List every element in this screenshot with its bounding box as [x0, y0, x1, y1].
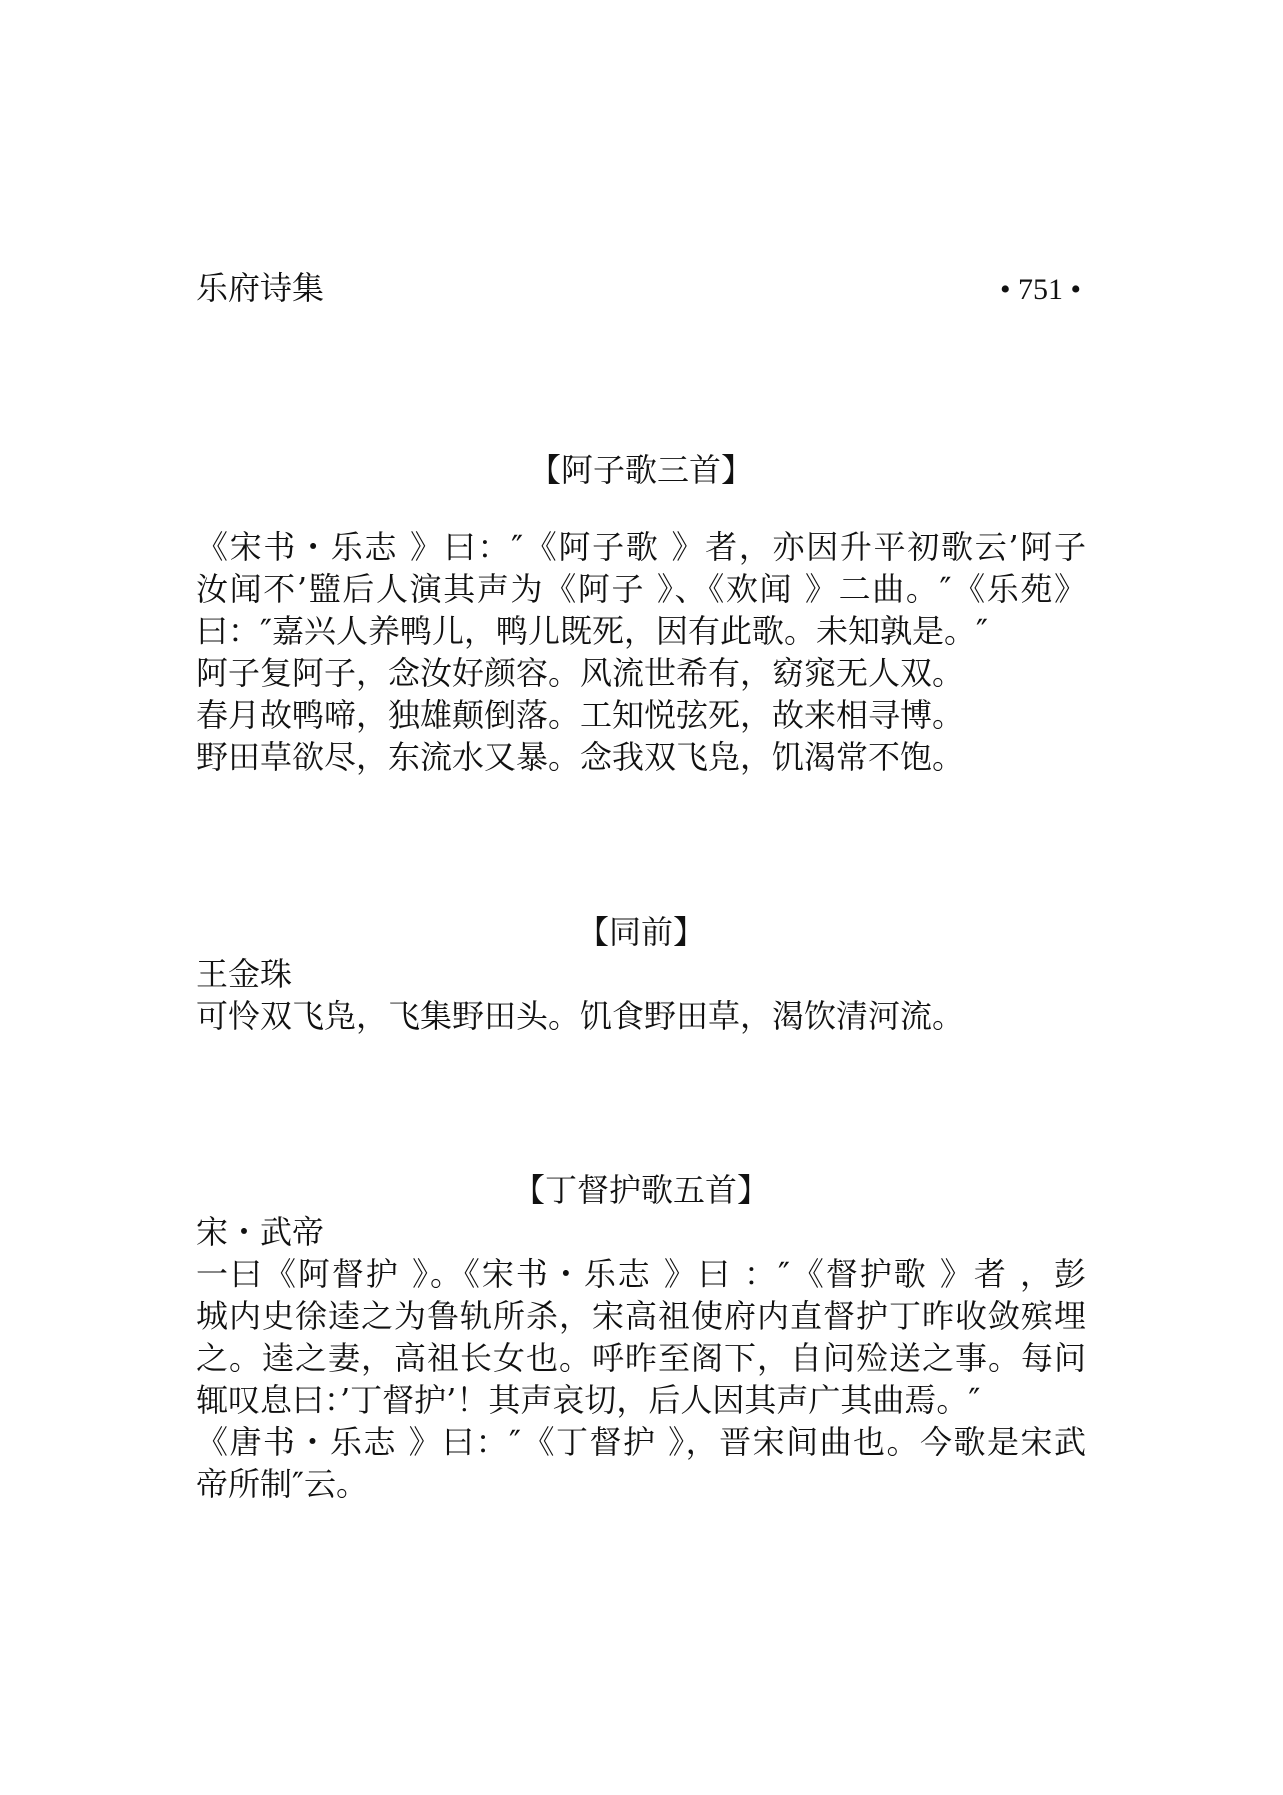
poem-line: 可怜双飞凫，飞集野田头。饥食野田草，渴饮清河流。	[196, 997, 965, 1035]
text-line: 《宋书・乐志 》曰：″《阿子歌 》者，亦因升平初歌云’阿子	[196, 528, 1086, 566]
page-number: • 751 •	[999, 273, 1081, 306]
poem-line: 阿子复阿子，念汝好颜容。风流世希有，窈窕无人双。	[196, 654, 965, 692]
text-line: 《唐书・乐志 》曰：″《丁督护 》，晋宋间曲也。今歌是宋武	[196, 1423, 1086, 1461]
text-line: 曰：″嘉兴人养鸭儿，鸭儿既死，因有此歌。未知孰是。″	[196, 612, 988, 650]
poem-line: 春月故鸭啼，独雄颠倒落。工知悦弦死，故来相寻博。	[196, 696, 965, 734]
text-line: 帝所制″云。	[196, 1465, 368, 1503]
text-line: 一曰《阿督护 》。《宋书・乐志 》曰 ：″《督护歌 》者 ，彭	[196, 1255, 1086, 1293]
section-title: 【同前】	[576, 913, 705, 951]
poem-line: 野田草欲尽，东流水又暴。念我双飞凫，饥渴常不饱。	[196, 738, 965, 776]
text-line: 汝闻不’盬后人演其声为《阿子 》、《欢闻 》二曲。″《乐苑》	[196, 570, 1086, 608]
text-line: 之。逵之妻，高祖长女也。呼昨至阁下，自问殓送之事。每问	[196, 1339, 1086, 1377]
text-line: 城内史徐逵之为鲁轨所杀，宋高祖使府内直督护丁昨收敛殡埋	[196, 1297, 1086, 1335]
section-title: 【丁督护歌五首】	[512, 1171, 769, 1209]
section-title: 【阿子歌三首】	[528, 451, 753, 489]
author-line: 王金珠	[196, 955, 293, 993]
author-line: 宋・武帝	[196, 1213, 325, 1251]
running-header-title: 乐府诗集	[196, 269, 325, 307]
text-line: 辄叹息曰：’丁督护’！其声哀切，后人因其声广其曲焉。″	[196, 1381, 981, 1419]
